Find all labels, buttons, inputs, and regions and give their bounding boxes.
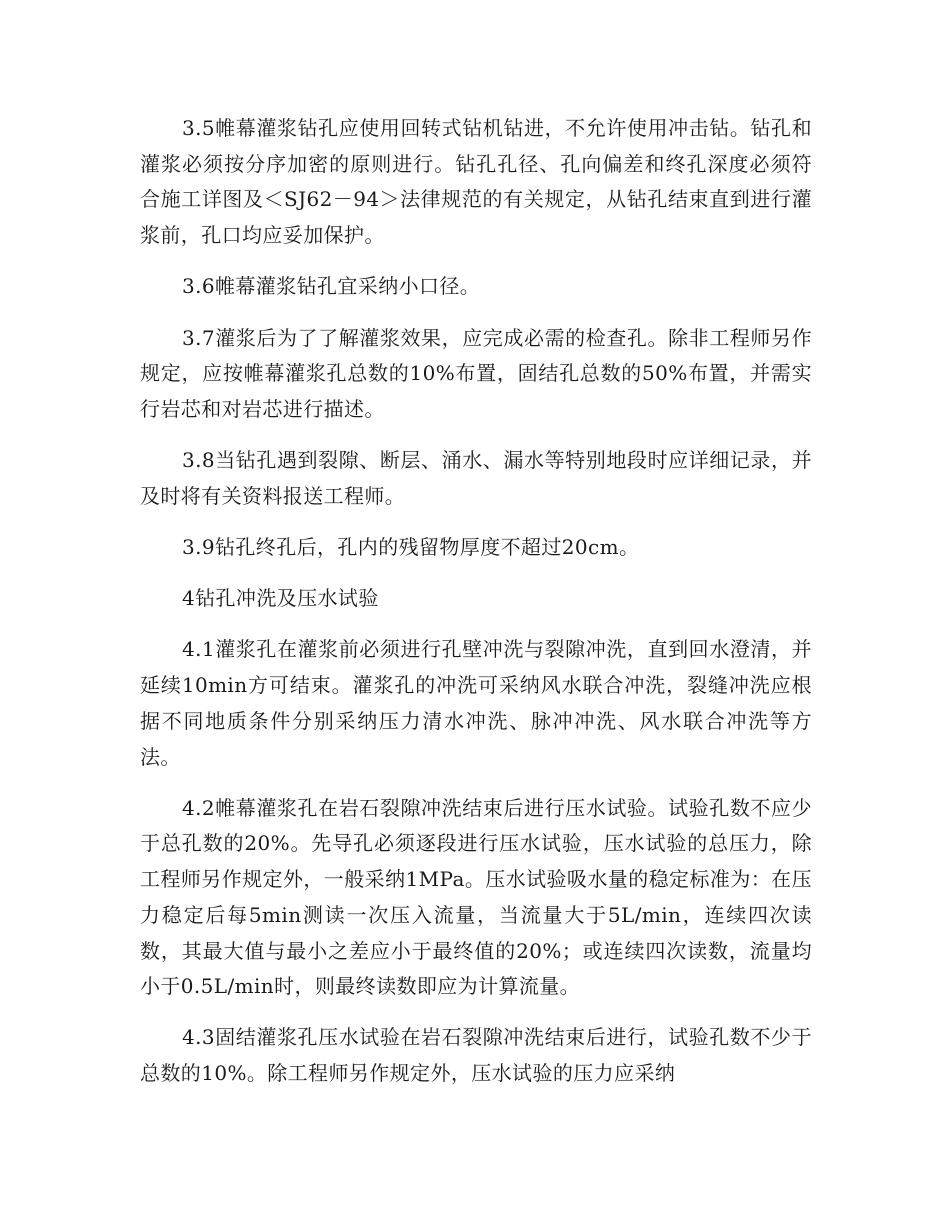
document-body (140, 111, 812, 1107)
paragraph-4-3: 4.3固结灌浆孔压水试验在岩石裂隙冲洗结束后进行，试验孔数不少于总数的10%。除工程师另作规定外，压水试验的压力应采纳 (140, 1025, 812, 1086)
paragraph-3-8: 3.8当钻孔遇到裂隙、断层、涌水、漏水等特别地段时应详细记录，并及时将有关资料报送工程师。 (140, 448, 812, 508)
paragraph-3-5: 3.5帷幕灌浆钻孔应使用回转式钻机钻进，不允许使用冲击钻。钻孔和灌浆必须按分序加密的原则进行。钻孔孔径、孔向偏差和终孔深度必须符合施工详图及＜SJ62－94＞法律规范的有关规定，从钻孔结束直到进行灌浆前，孔口均应妥加保护。 (140, 116, 812, 248)
paragraph-3-7: 3.7灌浆后为了了解灌浆效果，应完成必需的检查孔。除非工程师另作规定，应按帷幕灌浆孔总数的10%布置，固结孔总数的50%布置，并需实行岩芯和对岩芯进行描述。 (140, 325, 812, 421)
paragraph-3-9: 3.9钻孔终孔后，孔内的残留物厚度不超过20cm。 (182, 535, 640, 560)
paragraph-4-1: 4.1灌浆孔在灌浆前必须进行孔壁冲洗与裂隙冲洗，直到回水澄清，并延续10min方可结束。灌浆孔的冲洗可采纳风水联合冲洗，裂缝冲洗应根据不同地质条件分别采纳压力清水冲洗、脉冲冲洗、风水联合冲洗等方法。 (140, 637, 812, 769)
paragraph-3-6: 3.6帷幕灌浆钻孔宜采纳小口径。 (182, 274, 481, 299)
section-heading-4: 4钻孔冲洗及压水试验 (182, 586, 379, 611)
paragraph-4-2: 4.2帷幕灌浆孔在岩石裂隙冲洗结束后进行压水试验。试验孔数不应少于总孔数的20%。先导孔必须逐段进行压水试验，压水试验的总压力，除工程师另作规定外，一般采纳1MPa。压水试验吸水量的稳定标准为：在压力稳定后每5min测读一次压入流量，当流量大于5L/min，连续四次读数，其最大值与最小之差应小于最终值的20%；或连续四次读数，流量均小于0.5L/min时，则最终读数即应为计算流量。 (140, 795, 812, 999)
